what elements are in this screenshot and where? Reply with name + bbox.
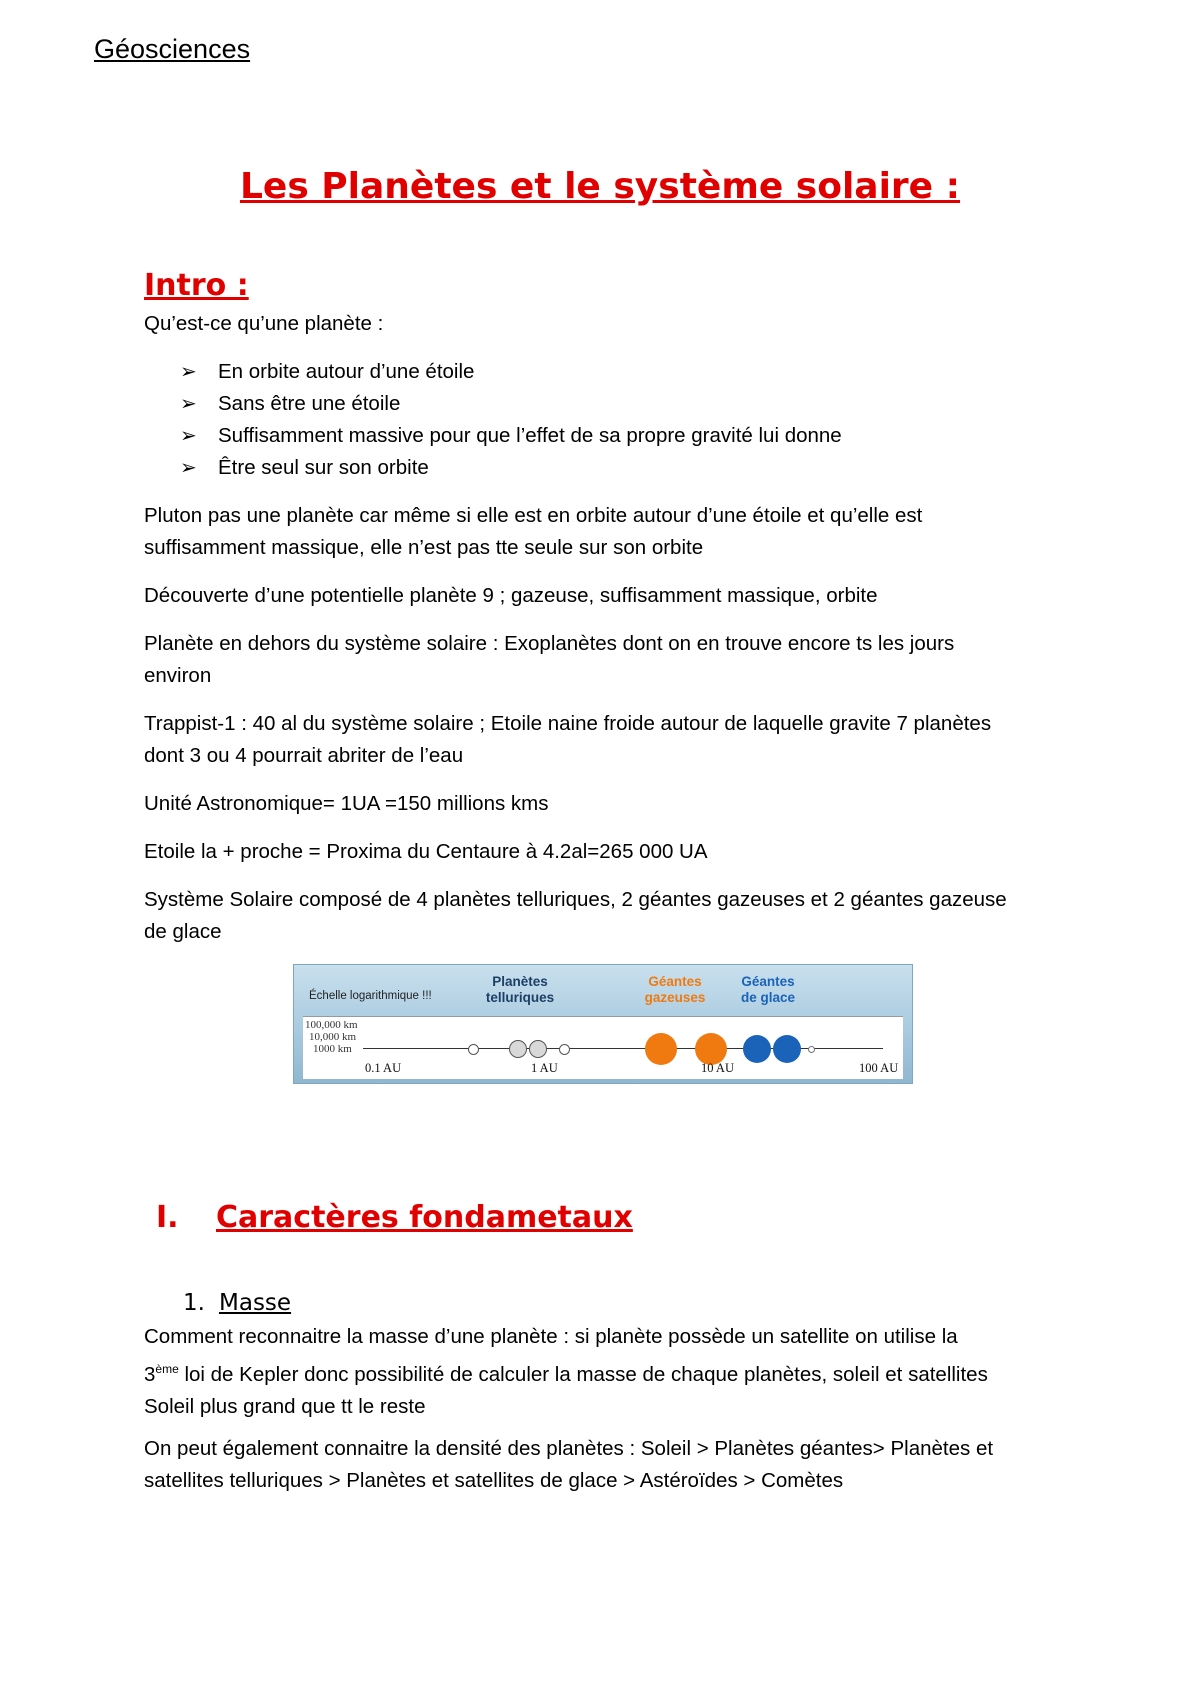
size-tick-label: 100,000 km <box>305 1019 358 1031</box>
page-title: Les Planètes et le système solaire : <box>239 166 961 207</box>
definition-list <box>180 356 842 484</box>
paragraph-composition: Système Solaire composé de 4 planètes telluriques, 2 géantes gazeuses et 2 géantes gazeuse de glace <box>144 888 1007 943</box>
arrow-bullet-icon: ➢ <box>180 361 197 383</box>
planet-earth <box>529 1040 547 1058</box>
paragraph-proxima: Etoile la + proche = Proxima du Centaure à 4.2al=265 000 UA <box>144 840 708 863</box>
size-tick-label: 1000 km <box>313 1043 352 1055</box>
axis-label: 10 AU <box>701 1061 734 1075</box>
subsection-heading <box>183 1290 291 1316</box>
axis-label: 100 AU <box>859 1061 899 1075</box>
solar-system-scale-figure <box>293 964 913 1084</box>
intro-heading: Intro : <box>144 268 249 303</box>
planet-mars <box>559 1044 570 1055</box>
figure-ice-giant-label: Géantes de glace <box>740 974 796 1005</box>
list-item: ➢ Être seul sur son orbite <box>180 452 842 484</box>
list-item: ➢ En orbite autour d’une étoile <box>180 356 842 388</box>
course-label: Géosciences <box>94 34 251 64</box>
subsection-title: Masse <box>219 1290 292 1316</box>
axis-label: 1 AU <box>531 1061 558 1075</box>
arrow-bullet-icon: ➢ <box>180 393 197 415</box>
axis-label: 0.1 AU <box>365 1061 402 1075</box>
paragraph-trappist: Trappist-1 : 40 al du système solaire ; Etoile naine froide autour de laquelle gravite 7 planètes dont 3 ou 4 pourrait abriter de l’eau <box>144 712 992 767</box>
figure-scale-strip <box>303 1016 903 1079</box>
arrow-bullet-icon: ➢ <box>180 425 197 447</box>
planet-venus <box>509 1040 527 1058</box>
intro-question: Qu’est-ce qu’une planète : <box>144 312 384 335</box>
arrow-bullet-icon: ➢ <box>180 457 197 479</box>
list-item: ➢ Sans être une étoile <box>180 388 842 420</box>
subsection-number: 1. <box>183 1290 205 1316</box>
list-item: ➢ Suffisamment massive pour que l’effet de sa propre gravité lui donne <box>180 420 842 452</box>
planet-jupiter <box>645 1033 677 1065</box>
figure-gas-giant-label: Géantes gazeuses <box>644 974 706 1005</box>
paragraph-density: On peut également connaitre la densité des planètes : Soleil > Planètes géantes> Planètes et satellites telluriques > Planètes et satellites de glace > Astéroïdes > Comètes <box>144 1437 994 1492</box>
paragraph-au: Unité Astronomique= 1UA =150 millions kms <box>144 792 549 815</box>
planet-mercury <box>468 1044 479 1055</box>
planet-uranus <box>743 1035 771 1063</box>
section-heading <box>156 1200 633 1235</box>
paragraph-pluto: Pluton pas une planète car même si elle est en orbite autour d’une étoile et qu’elle est suffisamment massique, elle n’est pas tte seule sur son orbite <box>144 504 923 559</box>
dwarf-planet-pluto <box>808 1046 815 1053</box>
planet-neptune <box>773 1035 801 1063</box>
section-title: Caractères fondametaux <box>216 1200 633 1235</box>
figure-scale-label: Échelle logarithmique !!! <box>309 990 432 1002</box>
figure-telluric-label: Planètes telluriques <box>485 974 555 1005</box>
section-number: I. <box>156 1200 179 1235</box>
paragraph-mass: Comment reconnaitre la masse d’une planète : si planète possède un satellite on utilise la 3ème loi de Kepler donc possibilité de calculer la masse de chaque planètes, soleil et satellites Soleil plus grand que tt le reste <box>144 1325 988 1418</box>
paragraph-planet9: Découverte d’une potentielle planète 9 ; gazeuse, suffisamment massique, orbite <box>144 584 878 607</box>
size-tick-label: 10,000 km <box>309 1031 357 1043</box>
paragraph-exoplanets: Planète en dehors du système solaire : Exoplanètes dont on en trouve encore ts les jours environ <box>144 632 955 687</box>
distance-axis-line <box>363 1048 883 1049</box>
